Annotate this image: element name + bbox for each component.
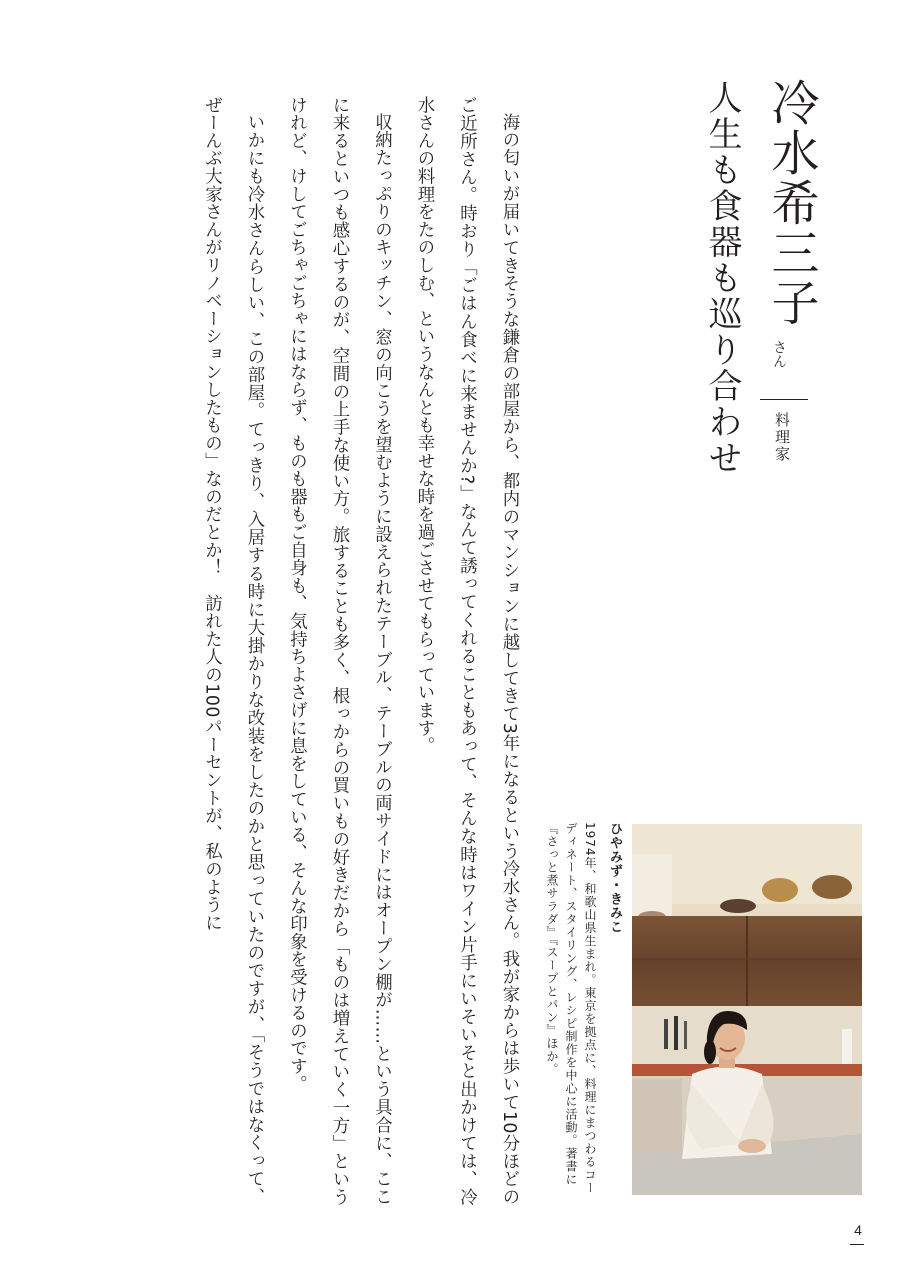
profile-caption <box>528 822 624 1202</box>
honorific: さん <box>771 340 787 368</box>
profile-bio: 1974年、和歌山県生まれ。東京を拠点に、料理にまつわるコーディネート、スタイリング、レシピ制作を中心に活動。著書に『さっと煮サラダ』『スープとパン』ほか。 <box>545 822 597 1195</box>
person-name: 冷水希三子 <box>763 78 819 328</box>
article-body <box>100 96 530 1206</box>
portrait-photo <box>632 824 862 1195</box>
article-title: 人生も食器も巡り合わせ <box>702 80 742 476</box>
body-paragraph: いかにも冷水さんらしい、この部屋。てっきり、入居する時に大掛かりな改装をしたのかと思っていたのですが、「そうではなくって、ぜーんぶ大家さんがリノベーションしたもの」なのだとか！ 訪れた人の100パーセントが、私のように <box>201 96 264 1206</box>
person-role: 料理家 <box>773 412 791 463</box>
name-divider <box>760 399 808 400</box>
body-paragraph: 海の匂いが届いてきそうな鎌倉の部屋から、都内のマンションに越してきて3年になるという冷水さん。我が家からは歩いて10分ほどのご近所さん。時おり「ごはん食べに来ませんか?」なんて誘ってくれることもあって、そんな時はワイン片手にいそいそと出かけては、冷水さんの料理をたのしむ、というなんとも幸せな時を過ごさせてもらっています。 <box>414 96 519 1206</box>
page-number: 4 <box>854 1222 862 1238</box>
profile-reading: ひやみず・きみこ <box>607 822 622 934</box>
page-number-underline <box>850 1244 864 1245</box>
body-paragraph: 収納たっぷりのキッチン、窓の向こうを望むように設えられたテーブル、テーブルの両サイドにはオープン棚が……という具合に、ここに来るといつも感心するのが、空間の上手な使い方。旅することも多く、根っからの買いもの好きだから「ものは増えていく一方」というけれど、けしてごちゃごちゃにはならず、ものも器もご自身も、気持ちよさげに息をしている、そんな印象を受けるのです。 <box>286 96 392 1206</box>
